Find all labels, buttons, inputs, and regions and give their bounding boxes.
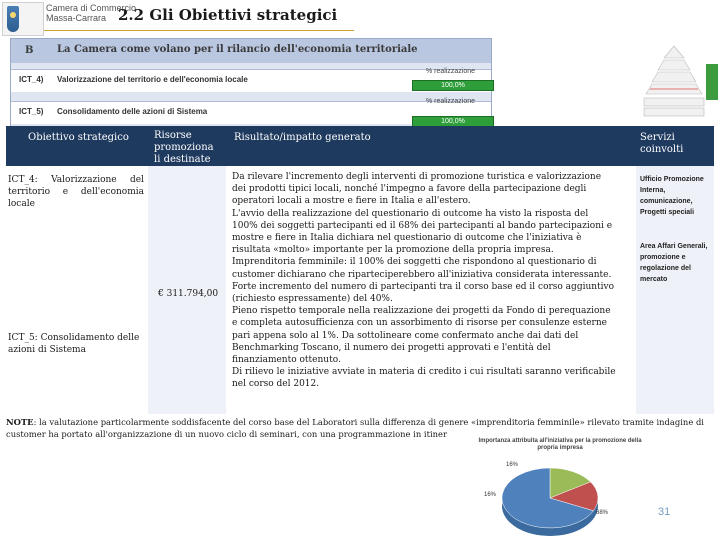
servizio-2: Area Affari Generali, promozione e regolazione del mercato — [640, 243, 708, 283]
results-table — [6, 126, 714, 414]
strategic-desc: Consolidamento delle azioni di Sistema — [57, 107, 208, 116]
risultato-line: (richiesto espressamente) del 40%. — [232, 294, 393, 305]
servizio-1: Ufficio Promozione Interna, comunicazione, Progetti speciali — [640, 176, 704, 216]
org-line-1: Camera di Commercio — [46, 3, 137, 13]
risultato-line: e completa autosufficienza con un assorbimento di risorse per consulenze esterne — [232, 318, 607, 329]
risultato-line: 100% dei soggetti partecipanti ed il 68% dei partecipanti al bando partecipazioni e — [232, 220, 613, 231]
pie-title: Importanza attribuita all'iniziativa per la promozione della propria impresa — [478, 438, 642, 451]
risultato-line: Imprenditoria femminile: il 100% dei soggetti che rispondono al questionario di — [232, 257, 597, 268]
table-header — [6, 126, 714, 166]
strategic-header — [11, 39, 491, 63]
pyramid-icon — [640, 44, 708, 118]
obiettivo-ict4: ICT_4: Valorizzazione del territorio e dell'economia locale — [8, 175, 144, 210]
risultato-text — [232, 171, 624, 391]
strategic-code: ICT_5) — [19, 107, 44, 116]
pie-label: 16% — [506, 462, 519, 468]
risultato-line: Forte incremento del numero di partecipanti tra il corso base ed il corso aggiuntivo — [232, 281, 615, 292]
strategic-desc: Valorizzazione del territorio e dell'economia locale — [57, 75, 248, 84]
pct-label: % realizzazione — [426, 98, 476, 105]
org-line-2: Massa-Carrara — [46, 13, 107, 23]
risultato-line: pari appena solo al 1%. Da sottolineare come confermato anche dai dati del — [232, 330, 579, 341]
page-number: 31 — [658, 506, 671, 518]
risorse-value: € 311.794,00 — [158, 289, 219, 299]
pyramid-diagram — [640, 44, 708, 118]
pct-value: 100,0% — [412, 80, 494, 91]
risultato-line: Di rilievo le iniziative avviate in materia di credito i cui risultati saranno verificabile — [232, 367, 616, 378]
header-obiettivo: Obiettivo strategico — [28, 132, 129, 143]
header-risultato: Risultato/impatto generato — [234, 132, 371, 143]
risultato-line: L'avvio della realizzazione del questionario di outcome ha visto la risposta del — [232, 208, 589, 219]
pie-chart — [470, 452, 650, 538]
risultato-line: Da rilevare l'incremento degli interventi di promozione turistica e valorizzazione — [232, 172, 602, 182]
note-line-2: customer ha portato all'organizzazione di un nuovo ciclo di seminari, con una programmazione in itiner — [6, 429, 447, 439]
title-divider — [44, 30, 354, 31]
strategic-code: ICT_4) — [19, 75, 44, 84]
risultato-line: Benchmarking Toscano, il numero dei progetti approvati e l'entità del — [232, 342, 551, 353]
header-risorse: Risorse promoziona li destinate — [154, 130, 214, 165]
header-servizi: Servizi coinvolti — [640, 132, 684, 155]
risultato-line: dei prodotti tipici locali, nonché l'impegno a favore della partecipazione degli — [232, 184, 587, 195]
chamber-logo — [2, 2, 44, 36]
pct-label: % realizzazione — [426, 68, 476, 75]
risultato-line: customer dichiarano che riparteciperebbero all'iniziativa considerata interessante. — [232, 269, 612, 280]
risultato-line: Pieno rispetto temporale nella realizzazione dei progetti da Fondo di perequazione — [232, 306, 611, 317]
risultato-line: risultata «molto» importante per la promozione della propria impresa. — [232, 245, 554, 256]
risultato-line: nel corso del 2012. — [232, 379, 320, 390]
pct-value: 100,0% — [412, 116, 494, 127]
side-tab — [706, 64, 718, 100]
note-line-1: : la valutazione particolarmente soddisfacente del corso base del Laboratori sulla differenza di genere «imprenditoria femminile» rilevato tramite indagine di — [33, 417, 704, 427]
risultato-line: finanziamento ottenuto. — [232, 355, 341, 366]
crest-icon — [7, 6, 19, 32]
risultato-line: mostre e fiere in Italia dichiara nel questionario di outcome che l'iniziativa è — [232, 233, 582, 244]
page-title: 2.2 Gli Obiettivi strategici — [118, 6, 338, 24]
risultato-line: operatori locali a mostre e fiere in Italia e all'estero. — [232, 196, 471, 207]
pie-label: 16% — [484, 492, 497, 498]
strategic-heading: La Camera come volano per il rilancio dell'economia territoriale — [57, 44, 418, 55]
obiettivo-ict5: ICT_5: Consolidamento delle azioni di Sistema — [8, 333, 140, 356]
pie-label: 68% — [596, 510, 609, 516]
strategic-letter: B — [25, 45, 34, 56]
note-label: NOTE — [6, 417, 34, 427]
